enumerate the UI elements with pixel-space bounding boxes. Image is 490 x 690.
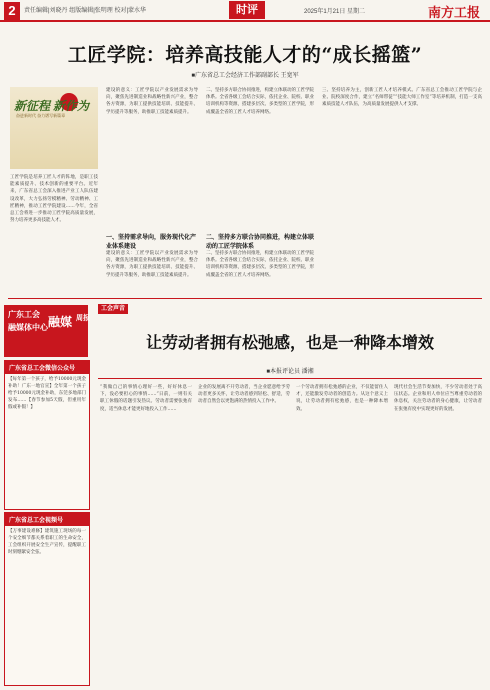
article-headline: 工匠学院：培养高技能人才的“成长摇篮” [67, 44, 423, 66]
video-account-box [4, 512, 90, 686]
article-column-1: 工匠学院是培养工匠人才的阵地，是职工技能素质提升、技术创新的重要平台。近年来，广东省总工会深入推进产业工人队伍建设改革，大力弘扬劳模精神、劳动精神、工匠精神，推动工匠学院建设……今年，全省总工会将进一步推动工匠学院高质量发展，努力培养更多高技能人才。 [10, 175, 98, 224]
wechat-account-text: 【每年第一个孩子，给予10000元现金补助！广东一地官宣】全年第一个孩子给予10000元现金补助，东莞多地部门发布……【春节参加5天假，但重用年假或补假！】 [8, 377, 86, 410]
newspaper-logo: 南方工报 [428, 5, 481, 20]
article2-column-1: “我做自己的事情心理好一些，好好休息一下，没必要担心的事情……”日前，一则有关职工休假的话题引发热议。劳动者需要张弛有度，适当休息才能更好地投入工作…… [100, 385, 192, 412]
banner-subtitle: 奋进新时代 奋力谱写新篇章 [16, 113, 66, 118]
header-rule [0, 20, 490, 22]
page-number: 2 [4, 2, 20, 20]
video-account-heading: 广东省总工会视频号 [5, 513, 89, 526]
media-weekly-label: 周报 [76, 314, 90, 322]
section-label: 时评 [229, 1, 265, 19]
article-byline: ■广东省总工会经济工作部副部长 王宽军 [191, 73, 299, 79]
article-column-2b: 建设的意义：工匠学院以产业发展需求为导向，聚焦先进制造业和战略性新兴产业，整合各方资源，为职工提供技能培训、技能提升、学历提升等服务，助推职工技能素质提升。 [106, 251, 198, 278]
wechat-account-heading: 广东省总工会微信公众号 [5, 361, 89, 374]
article-column-3b: 二、坚持多方联合协同推进，构建立体联动的工匠学院体系。全省各级工会结合实际，依托企业、院校、职业培训机构等资源，搭建多层次、多类型的工匠学院，形成覆盖全省的工匠人才培养网络。 [206, 251, 314, 278]
article-column-3: 二、坚持多方联合协同推进，构建立体联动的工匠学院体系。全省各级工会结合实际，依托企业、院校、职业培训机构等资源，搭建多层次、多类型的工匠学院，形成覆盖全省的工匠人才培养网络。 [206, 88, 314, 115]
article2-column-2: 企业的发展离不开劳动者，当企业愿意给予劳动者更多关怀，让劳动者感到轻松、舒适，劳动者自然会以更饱满的热情投入工作中。 [198, 385, 290, 405]
issue-date: 2025年1月21日 星期二 [304, 9, 366, 15]
article2-rule [98, 378, 482, 379]
article2-headline: 让劳动者拥有松弛感，也是一种降本增效 [145, 333, 434, 352]
video-account-text: 【万事建设难修】建筑施工现场的每一个安全细节都关系着职工的生命安全，工会组织开展安全生产宣传，提醒职工时刻绷紧安全弦。 [8, 529, 86, 555]
editor-credits: 责任编辑|刘晓丹 组版编辑|张明理 校对|蒙水华 [24, 8, 147, 14]
column-banner [10, 87, 98, 169]
article2-column-4: 现代社会生活节奏加快，不少劳动者处于高压状态。企业和用人单位应当尊重劳动者的休息权，关注劳动者的身心健康，让劳动者在张弛有度中实现更好的发展。 [394, 385, 482, 412]
article-column-2: 建设的意义：工匠学院以产业发展需求为导向，聚焦先进制造业和战略性新兴产业，整合各方资源，为职工提供技能培训、技能提升、学历提升等服务，助推职工技能素质提升。 [106, 88, 198, 115]
article-column-4: 三、坚持培养为主，创新工匠人才培养模式。广东省总工会推动工匠学院与企业、院校深度合作，建立“名师带徒”“技能大师工作室”等培养机制，打造一支高素质技能人才队伍，为高质量发展提供人才支撑。 [322, 88, 482, 108]
media-center-subtitle: 融媒体中心 [8, 323, 48, 332]
article2-column-3: 一个劳动者拥有松弛感的企业，不仅能留住人才，还能激发劳动者的创造力。从这个意义上说，让劳动者拥有松弛感，也是一种降本增效。 [296, 385, 388, 412]
banner-title: 新征程 新作为 [14, 99, 90, 113]
subheading-2: 二、坚持多方联合协同推进，构建立体联动的工匠学院体系 [206, 234, 315, 250]
subheading-1: 一、坚持需求导向，服务现代化产业体系建设 [106, 234, 197, 250]
column-tag: 工会声音 [98, 304, 128, 314]
section-divider [8, 298, 482, 299]
media-center-title: 广东工会 [8, 310, 40, 319]
wechat-account-box [4, 360, 90, 510]
article2-byline: ■本报评论员 潘湘 [266, 369, 314, 375]
media-weekly-logo: 融媒 [48, 315, 73, 329]
